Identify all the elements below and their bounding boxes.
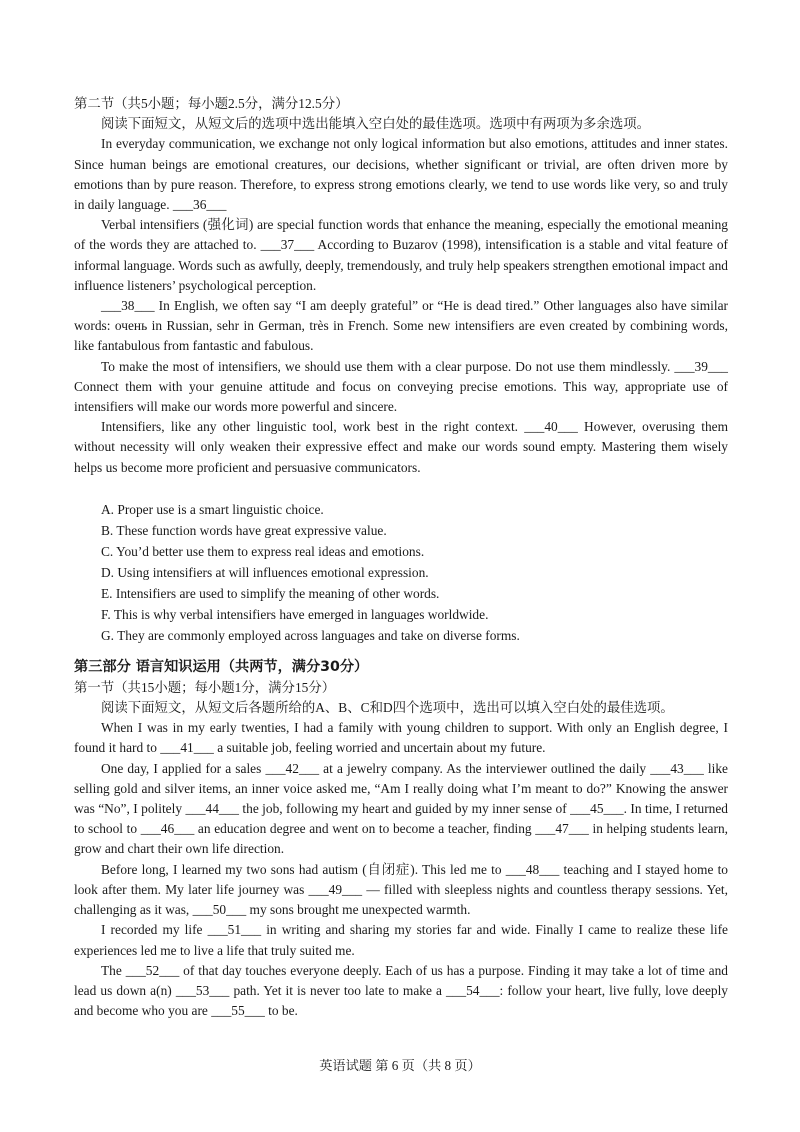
exam-page — [74, 94, 728, 1021]
option-b: B. These function words have great expressive value. — [101, 522, 387, 538]
passage-paragraph: In everyday communication, we exchange not only logical information but also emotions, attitudes and inner states. Since human beings are emotional creatures, our decisions, whether significant or trivial, are often driven more by emotions than by pure reason. Therefore, to express strong emotions clearly, we tend to use words like very, so and truly in daily language. ___36___ — [74, 136, 728, 213]
page-footer: 英语试题 第 6 页（共 8 页） — [319, 1058, 481, 1073]
passage-paragraph: Intensifiers, like any other linguistic tool, work best in the right context. ___40___ However, overusing them without necessity will only weaken their expressive effect and make our words sound empty. Mastering them wisely helps us become more proficient and persuasive communicators. — [74, 419, 728, 475]
cloze-paragraph: The ___52___ of that day touches everyone deeply. Each of us has a purpose. Finding it may take a lot of time and lead us down a(n) ___53___ path. Yet it is never too late to make a ___54___: follow your heart, live fully, love deeply and become who you are ___55___ to be. — [74, 962, 728, 1019]
part3-instruction: 阅读下面短文，从短文后各题所给的A、B、C和D四个选项中，选出可以填入空白处的最佳选项。 — [101, 700, 674, 716]
option-e: E. Intensifiers are used to simplify the meaning of other words. — [101, 585, 440, 601]
option-c: C. You’d better use them to express real ideas and emotions. — [101, 543, 425, 559]
cloze-paragraph: When I was in my early twenties, I had a family with young children to support. With only an English degree, I found it hard to ___41___ a suitable job, feeling worried and uncertain about my future. — [74, 720, 728, 756]
cloze-paragraph: One day, I applied for a sales ___42___ at a jewelry company. As the interviewer outlined the daily ___43___ like selling gold and silver items, an inner voice asked me, “Am I really doing what I’m meant to do?” Knowing the answer was “No”, I politely ___44___ the job, following my heart and guided by my inner sense of ___45___. In time, I returned to school to ___46___ an education degree and went on to become a teacher, finding ___47___ in helping students learn, grow and chart their own life direction. — [74, 760, 728, 857]
cloze-paragraph: I recorded my life ___51___ in writing and sharing my stories far and wide. Finally I came to realize these life experiences led me to live a life that truly suited me. — [74, 922, 728, 958]
option-g: G. They are commonly employed across languages and take on diverse forms. — [101, 627, 520, 643]
cloze-paragraph: Before long, I learned my two sons had autism (自闭症). This led me to ___48___ teaching and I stayed home to look after them. My later life journey was ___49___ — filled with sleepless nights and countless therapy sessions. Yet, challenging as it was, ___50___ my sons brought me unexpected warmth. — [74, 861, 728, 918]
part3-section1-heading: 第一节（共15小题；每小题1分，满分15分） — [74, 679, 336, 695]
part3-heading: 第三部分 语言知识运用（共两节，满分30分） — [74, 658, 369, 675]
option-d: D. Using intensifiers at will influences emotional expression. — [101, 564, 429, 580]
option-f: F. This is why verbal intensifiers have emerged in languages worldwide. — [101, 606, 489, 622]
options-list — [74, 499, 728, 646]
section2-heading: 第二节（共5小题；每小题2.5分，满分12.5分） — [74, 96, 349, 111]
passage-paragraph: ___38___ In English, we often say “I am deeply grateful” or “He is dead tired.” Other languages also have similar words: очень in Russian, sehr in German, très in French. Some new intensifiers are even created by combining words, like fantabulous from fantastic and fabulous. — [74, 298, 728, 354]
section2-instruction: 阅读下面短文，从短文后的选项中选出能填入空白处的最佳选项。选项中有两项为多余选项。 — [101, 116, 651, 132]
passage-paragraph: To make the most of intensifiers, we should use them with a clear purpose. Do not use them mindlessly. ___39___ Connect them with your genuine attitude and focus on conveying precise emotions. This way, appropriate use of intensifiers will make our words more powerful and sincere. — [74, 358, 728, 415]
passage-paragraph: Verbal intensifiers (强化词) are special function words that enhance the meaning, especially the emotional meaning of the words they are attached to. ___37___ According to Buzarov (1998), intensification is a stable and vital feature of informal language. Words such as awfully, deeply, tremendously, and truly help speakers strengthen emotional impact and influence listeners’ psychological perception. — [74, 217, 728, 293]
option-a: A. Proper use is a smart linguistic choice. — [101, 501, 324, 517]
